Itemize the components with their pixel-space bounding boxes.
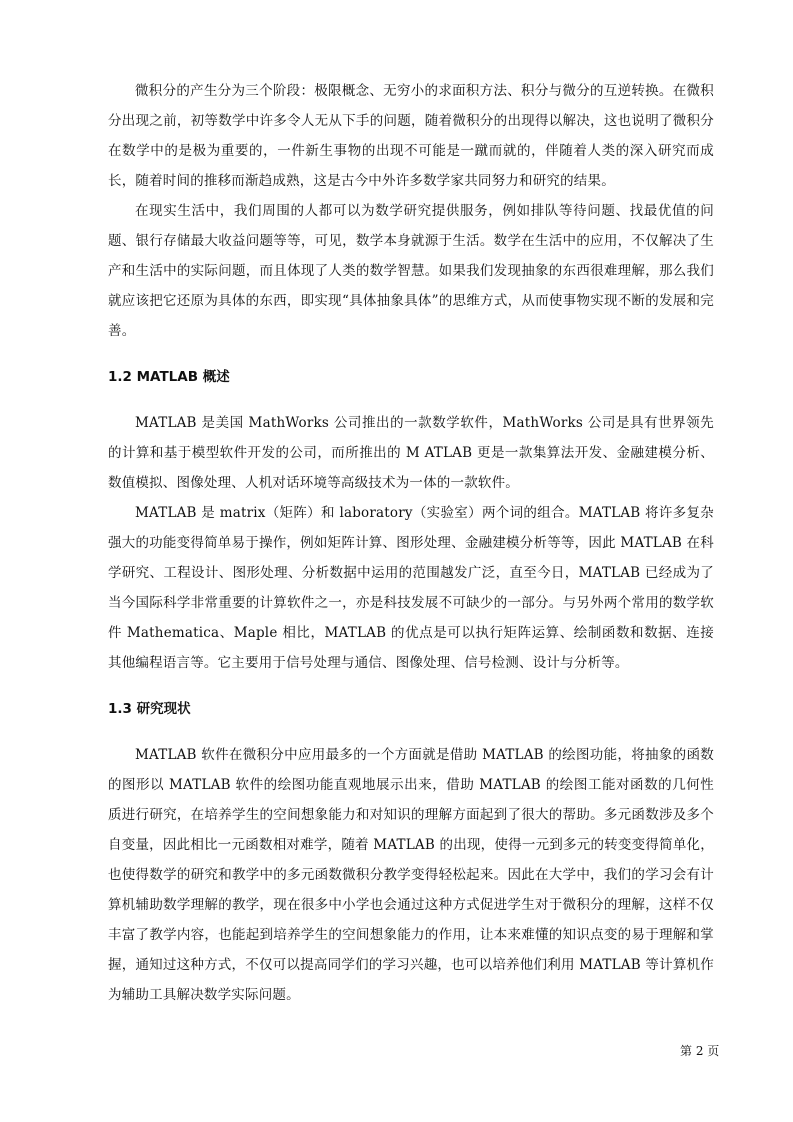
paragraph-matlab-features: MATLAB 是 matrix（矩阵）和 laboratory（实验室）两个词的组合。MATLAB 将许多复杂强大的功能变得简单易于操作，例如矩阵计算、图形处理、金融建模分析等等，因此 MATLAB 在科学研究、工程设计、图形处理、分析数据中运用的范围越发广泛，直至今日，MATLAB 已经成为了当今国际科学非常重要的计算软件之一，亦是科技发展不可缺少的一部分。与另外两个常用的数学软件 Mathematica、Maple 相比，MATLAB 的优点是可以执行矩阵运算、绘制函数和数据、连接其他编程语言等。它主要用于信号处理与通信、图像处理、信号检测、设计与分析等。 bbox=[108, 505, 714, 671]
paragraph-calculus-history: 微积分的产生分为三个阶段：极限概念、无穷小的求面积方法、积分与微分的互逆转换。在微积分出现之前，初等数学中许多令人无从下手的问题，随着微积分的出现得以解决，这也说明了微积分在数学中的是极为重要的，一件新生事物的出现不可能是一蹴而就的，伴随着人类的深入研究而成长，随着时间的推移而渐趋成熟，这是古今中外许多数学家共同努力和研究的结果。 bbox=[108, 83, 714, 189]
section-heading-matlab-overview: 1.2 MATLAB 概述 bbox=[108, 369, 230, 385]
paragraph-research-status: MATLAB 软件在微积分中应用最多的一个方面就是借助 MATLAB 的绘图功能，将抽象的函数的图形以 MATLAB 软件的绘图功能直观地展示出来，借助 MATLAB 的绘图工能对函数的几何性质进行研究，在培养学生的空间想象能力和对知识的理解方面起到了很大的帮助。多元函数涉及多个自变量，因此相比一元函数相对难学，随着 MATLAB 的出现，使得一元到多元的转变变得简单化，也使得数学的研究和教学中的多元函数微积分教学变得轻松起来。因此在大学中，我们的学习会有计算机辅助数学理解的教学，现在很多中小学也会通过这种方式促进学生对于微积分的理解，这样不仅丰富了教学内容，也能起到培养学生的空间想象能力的作用，让本来难懂的知识点变的易于理解和掌握，通知过这种方式，不仅可以提高同学们的学习兴趣，也可以培养他们利用 MATLAB 等计算机作为辅助工具解决数学实际问题。 bbox=[108, 747, 714, 1003]
paragraph-math-in-life: 在现实生活中，我们周围的人都可以为数学研究提供服务，例如排队等待问题、找最优值的问题、银行存储最大收益问题等等，可见，数学本身就源于生活。数学在生活中的应用，不仅解决了生产和生活中的实际问题，而且体现了人类的数学智慧。如果我们发现抽象的东西很难理解，那么我们就应该把它还原为具体的东西，即实现“具体抽象具体”的思维方式，从而使事物实现不断的发展和完善。 bbox=[108, 203, 714, 339]
section-heading-research-status: 1.3 研究现状 bbox=[108, 701, 191, 717]
paragraph-matlab-intro: MATLAB 是美国 MathWorks 公司推出的一款数学软件，MathWorks 公司是具有世界领先的计算和基于模型软件开发的公司，而所推出的 M ATLAB 更是一款集算法开发、金融建模分析、数值模拟、图像处理、人机对话环境等高级技术为一体的一款软件。 bbox=[108, 415, 714, 491]
document-body bbox=[108, 76, 714, 1010]
page-number: 第 2 页 bbox=[680, 1044, 720, 1058]
